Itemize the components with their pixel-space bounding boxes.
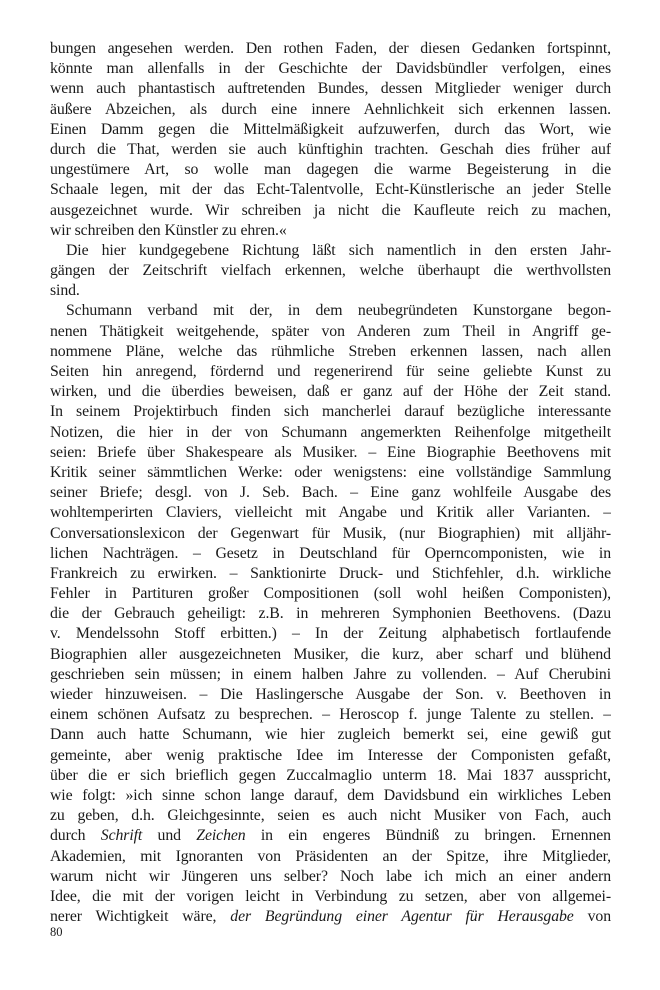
text-segment: Biographien aller ausgezeichneten Musiker, die kurz, aber scharf und blühend (50, 645, 611, 663)
text-segment: nerer Wichtigkeit wäre, (50, 908, 231, 926)
text-line (50, 705, 611, 725)
text-line (50, 887, 611, 907)
text-line (50, 786, 611, 806)
text-line (50, 463, 611, 483)
text-segment: Dann auch hatte Schumann, wie hier zugleich bemerkt sei, eine gewiß gut (50, 726, 611, 744)
text-segment: zu geben, d.h. Gleichgesinnte, seien es auch nicht Musiker von Fach, auch (50, 807, 611, 825)
text-segment: gemeinte, aber wenig praktische Idee im Interesse der Componisten gefaßt, (50, 746, 611, 764)
text-segment: die der Gebrauch geheiligt: z.B. in mehreren Symphonien Beethovens. (Dazu (50, 605, 611, 623)
text-line (50, 503, 611, 523)
text-segment: Die hier kundgegebene Richtung läßt sich namentlich in den ersten Jahr- (66, 241, 611, 259)
text-line (50, 766, 611, 786)
text-segment: gängen der Zeitschrift vielfach erkennen, welche überhaupt die werthvollsten (50, 262, 611, 280)
text-segment: in ein engeres Bündniß zu bringen. Ernennen (245, 827, 611, 845)
text-segment: wir schreiben den Künstler zu ehren.« (50, 221, 287, 239)
text-segment: seien: Briefe über Shakespeare als Musiker. – Eine Biographie Beethovens mit (50, 443, 611, 461)
text-segment: sind. (50, 282, 80, 300)
text-line (50, 342, 611, 362)
text-segment: wie folgt: »ich sinne schon lange darauf, dem Davidsbund ein wirkliches Leben (50, 786, 611, 804)
text-segment: Kritik seiner sämmtlichen Werke: oder wenigstens: eine vollständige Sammlung (50, 463, 611, 481)
text-segment: warum nicht wir Jüngeren uns selber? Noch labe ich mich an einer andern (50, 867, 611, 885)
text-segment: nenen Thätigkeit weitgehende, später von Anderen zum Theil in Angriff ge- (50, 322, 611, 340)
text-segment: Idee, die mit der vorigen leicht in Verbindung zu setzen, aber von allgemei- (50, 887, 611, 905)
text-segment: durch (50, 827, 101, 845)
text-line (50, 140, 611, 160)
text-segment: bungen angesehen werden. Den rothen Faden, der diesen Gedanken fortspinnt, (50, 40, 611, 57)
text-line (50, 645, 611, 665)
text-segment: geschrieben sein müssen; in einem halben Jahre zu vollenden. – Auf Cherubini (50, 665, 611, 683)
text-segment: nommene Pläne, welche das rühmliche Streben erkennen lassen, nach allen (50, 342, 611, 360)
text-line (50, 524, 611, 544)
text-line (50, 221, 611, 241)
text-line (50, 402, 611, 422)
text-line (50, 544, 611, 564)
text-segment: Frankreich zu erwirken. – Sanktionirte Druck- und Stichfehler, d.h. wirkliche (50, 564, 611, 582)
text-line (50, 604, 611, 624)
text-line (50, 100, 611, 120)
text-line (50, 867, 611, 887)
text-segment: seiner Briefe; desgl. von J. Seb. Bach. – Eine ganz wohlfeile Ausgabe des (50, 484, 611, 502)
text-line (50, 281, 611, 301)
italic-text-segment: Schrift (100, 827, 143, 845)
text-line (50, 39, 611, 59)
text-line (50, 301, 611, 321)
text-line (50, 362, 611, 382)
text-segment: wenn auch phantastisch auftretenden Bundes, dessen Mitglieder weniger durch (50, 80, 611, 98)
text-line (50, 826, 611, 846)
italic-text-segment: Zeichen (196, 827, 246, 845)
text-line (50, 382, 611, 402)
text-segment: Schumann verband mit der, in dem neubegründeten Kunstorgane begon- (66, 302, 611, 320)
text-line (50, 624, 611, 644)
text-line (50, 665, 611, 685)
text-segment: Schaale legen, mit der das Echt-Talentvolle, Echt-Künstlerische an jeder Stelle (50, 181, 611, 199)
text-line (50, 806, 611, 826)
text-line (50, 907, 611, 927)
text-line (50, 746, 611, 766)
text-segment: Conversationslexicon der Gegenwart für Musik, (nur Biographien) mit alljähr- (50, 524, 611, 542)
text-segment: über die er sich brieflich gegen Zuccalmaglio unterm 18. Mai 1837 ausspricht, (50, 766, 611, 784)
text-lines (50, 39, 611, 927)
text-line (50, 261, 611, 281)
text-segment: wohltemperirten Claviers, vielleicht mit Angabe und Kritik aller Varianten. – (50, 504, 611, 522)
text-line (50, 423, 611, 443)
text-segment: Fehler in Partituren großer Compositionen (soll wohl heißen Componisten), (50, 585, 611, 603)
text-segment: Seiten hin anregend, fördernd und regenerirend für seine geliebte Kunst zu (50, 363, 611, 380)
text-line (50, 79, 611, 99)
text-segment: lichen Nachträgen. – Gesetz in Deutschland für Operncomponisten, wie in (50, 544, 611, 562)
text-segment: könnte man allenfalls in der Geschichte der Davidsbündler verfolgen, eines (50, 60, 611, 78)
text-line (50, 443, 611, 463)
text-segment: ungestümere Art, so wolle man dagegen die warme Begeisterung in die (50, 161, 611, 179)
text-line (50, 847, 611, 867)
text-segment: Notizen, die hier in der von Schumann angemerkten Reihenfolge mitgetheilt (50, 423, 611, 441)
text-line (50, 180, 611, 200)
text-segment: äußere Abzeichen, als durch eine innere Aehnlichkeit sich erkennen lassen. (50, 100, 611, 118)
italic-text-segment: der Begründung einer Agentur für Herausgabe (230, 908, 574, 926)
text-line (50, 483, 611, 503)
text-line (50, 160, 611, 180)
text-segment: Einen Damm gegen die Mittelmäßigkeit aufzuwerfen, durch das Wort, wie (50, 120, 611, 138)
text-segment: v. Mendelssohn Stoff erbitten.) – In der Zeitung alphabetisch fortlaufende (50, 625, 611, 643)
text-segment: wirken, und die überdies beweisen, daß er ganz auf der Höhe der Zeit stand. (50, 383, 611, 401)
text-line (50, 725, 611, 745)
text-segment: wieder hinzuweisen. – Die Haslingersche Ausgabe der Son. v. Beethoven in (50, 686, 611, 703)
text-line (50, 201, 611, 221)
text-segment: einem schönen Aufsatz zu besprechen. – Heroscop f. junge Talente zu stellen. – (50, 706, 611, 724)
text-segment: und (142, 827, 197, 845)
text-line (50, 584, 611, 604)
text-segment: durch die That, werden sie auch künftighin trachten. Geschah dies früher auf (50, 140, 611, 158)
text-line (50, 120, 611, 140)
text-segment: ausgezeichnet wurde. Wir schreiben ja nicht die Kaufleute reich zu machen, (50, 201, 611, 219)
text-line (50, 564, 611, 584)
page-number: 80 (50, 925, 63, 939)
text-segment: In seinem Projektirbuch finden sich mancherlei darauf bezügliche interessante (50, 403, 611, 421)
text-segment: von (573, 908, 611, 926)
text-line (50, 241, 611, 261)
text-line (50, 322, 611, 342)
text-line (50, 685, 611, 705)
text-line (50, 59, 611, 79)
text-segment: Akademien, mit Ignoranten von Präsidenten an der Spitze, ihre Mitglieder, (50, 847, 611, 865)
